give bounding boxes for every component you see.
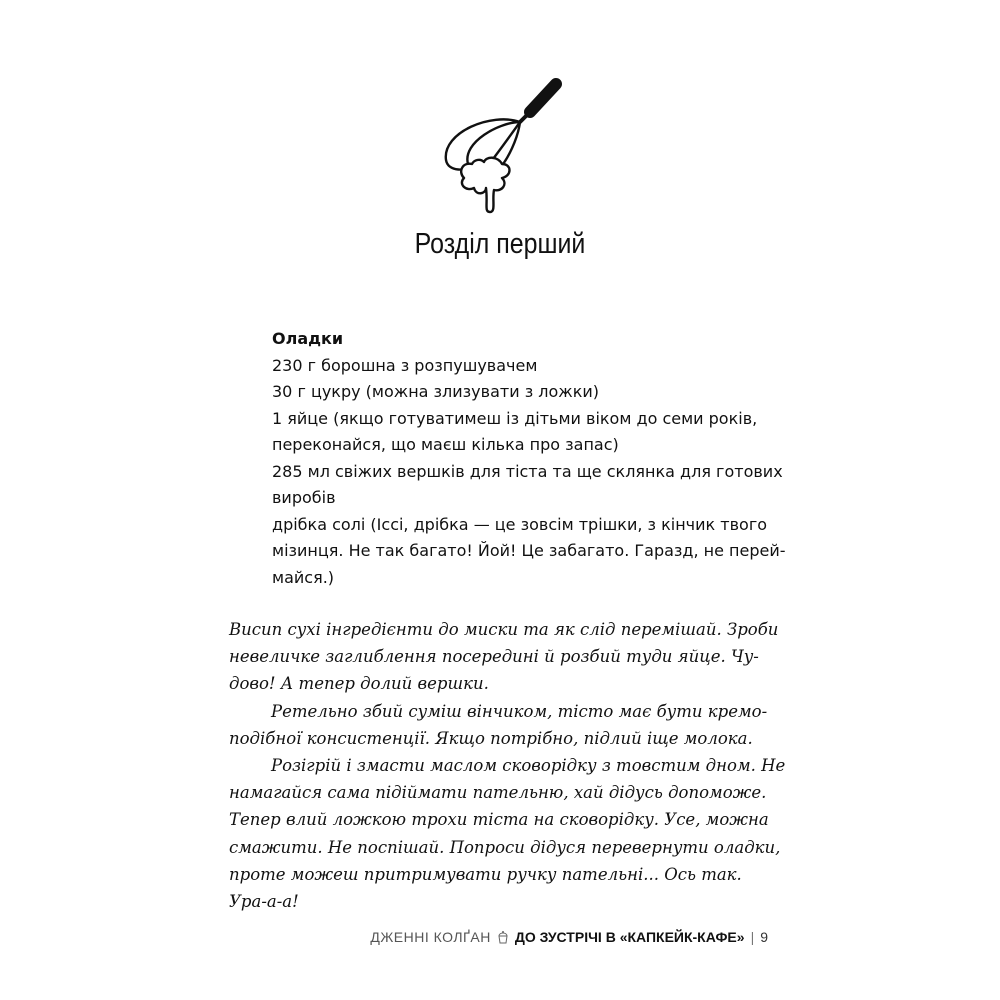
ingredient-line: виробів [272,488,336,507]
ingredient-line: 1 яйце (якщо готуватимеш із дітьми віком до семи років, [272,408,758,428]
ingredient-line: 230 г борошна з розпушувачем [272,355,538,375]
instruction-line: невеличке заглиблення посередині й розбий туди яйце. Чу- [229,647,759,667]
ingredient-item [272,353,752,380]
instruction-line: намагайся сама підіймати пательню, хай дідусь допоможе. [229,783,767,803]
ingredient-line: 285 мл свіжих вершків для тіста та ще склянка для готових [272,461,783,481]
ingredient-item [272,512,786,592]
instruction-line: дово! А тепер долий вершки. [229,674,489,694]
chapter-title: Розділ перший [414,228,586,260]
ingredient-line: майся.) [272,567,335,587]
ingredient-line: мізинця. Не так багато! Йой! Це забагато. Гаразд, не перей- [272,541,786,560]
recipe-block [272,326,786,591]
ingredient-line: переконайся, що маєш кілька про запас) [272,435,619,454]
footer-author: ДЖЕННІ КОЛҐАН [370,929,491,945]
instruction-line: проте можеш притримувати ручку пательні... Ось так. [229,864,742,884]
instruction-line: Розігрій і змасти маслом сковорідку з товстим дном. Не [271,756,786,776]
ingredient-item [272,459,783,512]
recipe-title: Оладки [272,329,344,348]
ingredient-item [272,406,758,459]
instruction-line: Ретельно збий суміш вінчиком, тісто має бути кремо- [271,701,768,721]
instruction-line: смажити. Не поспішай. Попроси дідуся перевернути оладки, [229,837,781,857]
page-footer [370,929,768,945]
footer-book-title: ДО ЗУСТРІЧІ В «КАПКЕЙК-КАФЕ» [514,929,745,945]
cupcake-icon [497,929,509,945]
instructions-text [229,616,786,915]
page-number: 9 [760,929,768,945]
instruction-line: Тепер влий ложкою трохи тіста на сковорідку. Усе, можна [229,810,769,830]
ingredient-line: дрібка солі (Іссі, дрібка — це зовсім трішки, з кінчик твого [272,514,768,534]
ingredient-line: 30 г цукру (можна злизувати з ложки) [272,382,600,401]
whisk-illustration-icon [432,72,572,217]
footer-separator: | [750,929,755,945]
ingredient-item [272,379,752,406]
instruction-line: Висип сухі інгредієнти до миски та як слід перемішай. Зроби [229,620,779,639]
instruction-line: подібної консистенції. Якщо потрібно, підлий іще молока. [229,728,753,748]
instruction-line: Ура-а-а! [229,892,299,912]
